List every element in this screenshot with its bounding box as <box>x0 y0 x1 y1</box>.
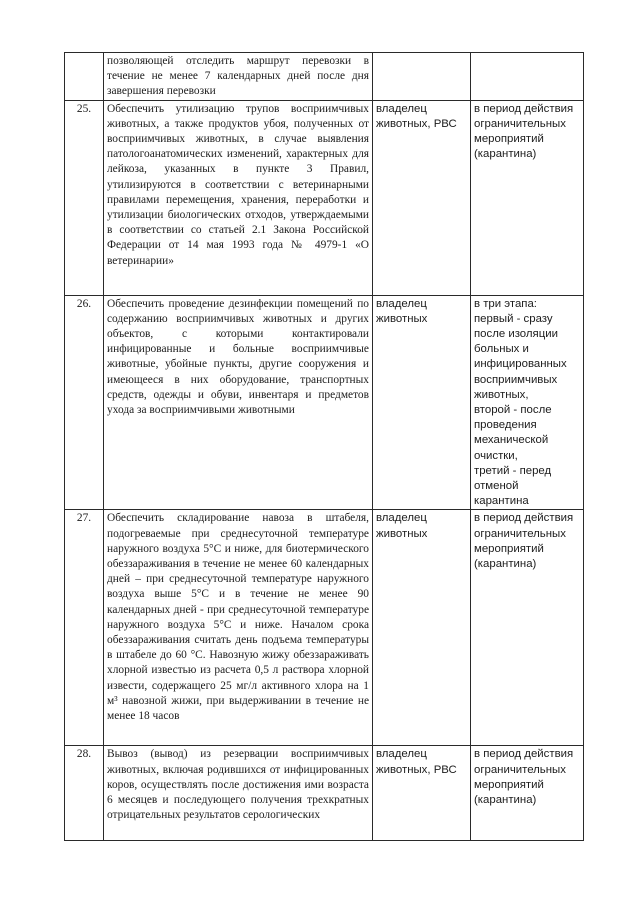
stage-line: отменой <box>474 480 519 493</box>
stage-line: больных и <box>474 343 529 356</box>
deadline-cell: в период действия ограничительных мероприятий (карантина) <box>471 100 584 295</box>
stage-line: третий - перед <box>474 464 552 477</box>
measure-text: Обеспечить утилизацию трупов восприимчивых животных, а также продуктов убоя, полученных от восприимчивых животных, в случае выявления патологоанатомических изменений, характерных для лейкоза, указанных в пункте 3 Правил, утилизируются в соответствии с ветеринарными правилами перемещения, хранения, переработки и утилизации биологических отходов, утверждаемыми в соответствии со статьей 2.1 Закона Российской Федерации от 14 мая 1993 года № 4979-1 «О ветеринарии» <box>104 100 373 295</box>
measure-text: Вывоз (вывод) из резервации восприимчивых животных, включая родившихся от инфицированных коров, осуществлять после достижения ими возраста 6 месяцев и последующего получения трехкратных отрицательных результатов серологических <box>104 746 373 841</box>
deadline-cell <box>471 53 584 101</box>
responsible-cell <box>373 53 471 101</box>
row-number <box>65 53 104 101</box>
table-row <box>65 100 584 295</box>
stage-line: животных, <box>474 388 529 401</box>
stage-line: карантина <box>474 495 529 508</box>
table-row <box>65 510 584 746</box>
measure-text: позволяющей отследить маршрут перевозки в течение не менее 7 календарных дней после дня завершения перевозки <box>104 53 373 101</box>
row-number: 26. <box>65 295 104 510</box>
deadline-cell <box>471 295 584 510</box>
responsible-cell: владелец животных, РВС <box>373 746 471 841</box>
stage-line: инфицированных <box>474 358 567 371</box>
row-number: 27. <box>65 510 104 746</box>
stage-line: восприимчивых <box>474 373 558 386</box>
measure-text: Обеспечить проведение дезинфекции помещений по содержанию восприимчивых животных и других объектов, с которыми контактировали инфицированные и больные восприимчивые животные, убойные пункты, другие сооружения и имеющееся в них оборудование, транспортных средств, одежды и обуви, инвентаря и предметов ухода за восприимчивыми животными <box>104 295 373 510</box>
table-row <box>65 295 584 510</box>
deadline-cell: в период действия ограничительных мероприятий (карантина) <box>471 746 584 841</box>
row-number: 25. <box>65 100 104 295</box>
stage-line: первый - сразу <box>474 312 553 325</box>
responsible-cell: владелец животных, РВС <box>373 100 471 295</box>
stage-line: после изоляции <box>474 328 558 341</box>
deadline-cell: в период действия ограничительных мероприятий (карантина) <box>471 510 584 746</box>
stage-line: проведения <box>474 419 537 432</box>
stage-line: механической <box>474 434 549 447</box>
stage-line: второй - после <box>474 404 552 417</box>
table-row <box>65 53 584 101</box>
table-row <box>65 746 584 841</box>
stage-line: в три этапа: <box>474 297 537 310</box>
measures-table <box>64 52 584 841</box>
stage-line: очистки, <box>474 449 518 462</box>
responsible-cell: владелец животных <box>373 510 471 746</box>
measure-text: Обеспечить складирование навоза в штабеля, подогреваемые при среднесуточной температуре наружного воздуха 5°С и ниже, для биотермического обеззараживания в течение не менее 60 календарных дней – при среднесуточной температуре наружного воздуха выше 5°С и в течение не менее 90 календарных дней - при среднесуточной температуре наружного воздуха 5°С и ниже. Началом срока обеззараживания считать день подъема температуры в штабеле до 60 °С. Навозную жижу обеззараживать хлорной известью из расчета 0,5 л раствора хлорной извести, содержащего 25 мг/л активного хлора на 1 м³ навозной жижи, при выдерживании в течение не менее 18 часов <box>104 510 373 746</box>
responsible-cell: владелец животных <box>373 295 471 510</box>
row-number: 28. <box>65 746 104 841</box>
